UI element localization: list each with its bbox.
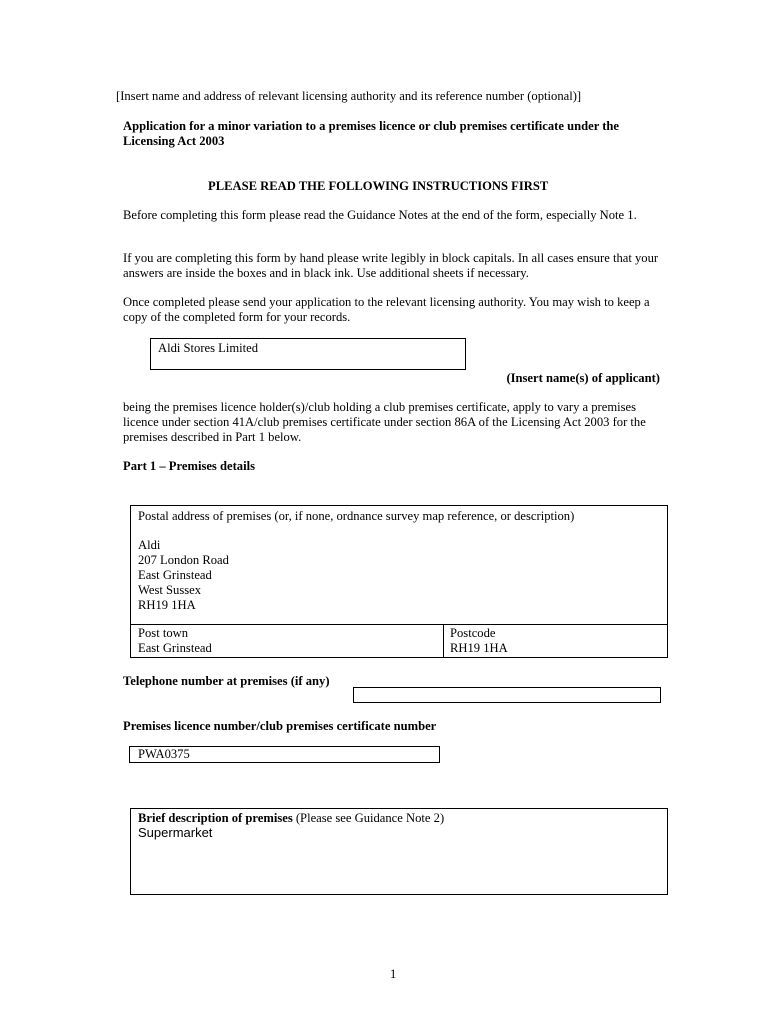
premises-description-value: Supermarket bbox=[138, 825, 213, 840]
premises-description-label-note: (Please see Guidance Note 2) bbox=[292, 811, 445, 825]
licence-number-label: Premises licence number/club premises certificate number bbox=[123, 719, 437, 733]
postal-address-field[interactable] bbox=[131, 506, 667, 624]
instructions-heading: PLEASE READ THE FOLLOWING INSTRUCTIONS FIRST bbox=[208, 179, 549, 193]
telephone-label: Telephone number at premises (if any) bbox=[123, 674, 330, 688]
applicant-name-field[interactable] bbox=[150, 338, 466, 370]
postcode-label: Postcode bbox=[450, 626, 496, 640]
applicant-name-label: (Insert name(s) of applicant) bbox=[506, 371, 660, 385]
premises-description-label bbox=[138, 811, 444, 826]
licensing-authority-note: [Insert name and address of relevant licensing authority and its reference number (optional)] bbox=[116, 89, 582, 103]
post-town-label: Post town bbox=[138, 626, 189, 640]
licence-number-value: PWA0375 bbox=[138, 747, 190, 761]
telephone-field[interactable] bbox=[353, 687, 661, 703]
licence-number-field[interactable] bbox=[129, 746, 440, 763]
post-town-field[interactable] bbox=[131, 625, 443, 657]
instruction-paragraph-1: Before completing this form please read the Guidance Notes at the end of the form, especially Note 1. bbox=[123, 208, 637, 222]
premises-description-field[interactable] bbox=[130, 808, 668, 895]
form-title: Application for a minor variation to a premises licence or club premises certificate under the Licensing Act 2003 bbox=[123, 119, 619, 148]
address-line: East Grinstead bbox=[138, 568, 212, 582]
postcode-value: RH19 1HA bbox=[450, 641, 508, 655]
instruction-paragraph-3: Once completed please send your application to the relevant licensing authority. You may wish to keep a copy of the completed form for your records. bbox=[123, 295, 650, 324]
address-line: RH19 1HA bbox=[138, 598, 196, 612]
postcode-field[interactable] bbox=[444, 625, 667, 657]
address-line: 207 London Road bbox=[138, 553, 229, 567]
declaration-text: being the premises licence holder(s)/club holding a club premises certificate, apply to vary a premises licence under section 41A/club premises certificate under section 86A of the Licensing Act 2003 for the premises described in Part 1 below. bbox=[123, 400, 646, 444]
premises-description-label-bold: Brief description of premises bbox=[138, 811, 293, 825]
postal-address-label: Postal address of premises (or, if none, ordnance survey map reference, or description) bbox=[138, 509, 575, 523]
premises-address-table bbox=[130, 505, 668, 658]
post-town-value: East Grinstead bbox=[138, 641, 212, 655]
address-line: Aldi bbox=[138, 538, 161, 552]
page-number: 1 bbox=[390, 967, 397, 981]
address-line: West Sussex bbox=[138, 583, 202, 597]
applicant-name-value: Aldi Stores Limited bbox=[158, 341, 259, 355]
part1-heading: Part 1 – Premises details bbox=[123, 459, 255, 473]
instruction-paragraph-2: If you are completing this form by hand please write legibly in block capitals. In all cases ensure that your answers are inside the boxes and in black ink. Use additional sheets if necessary. bbox=[123, 251, 659, 280]
